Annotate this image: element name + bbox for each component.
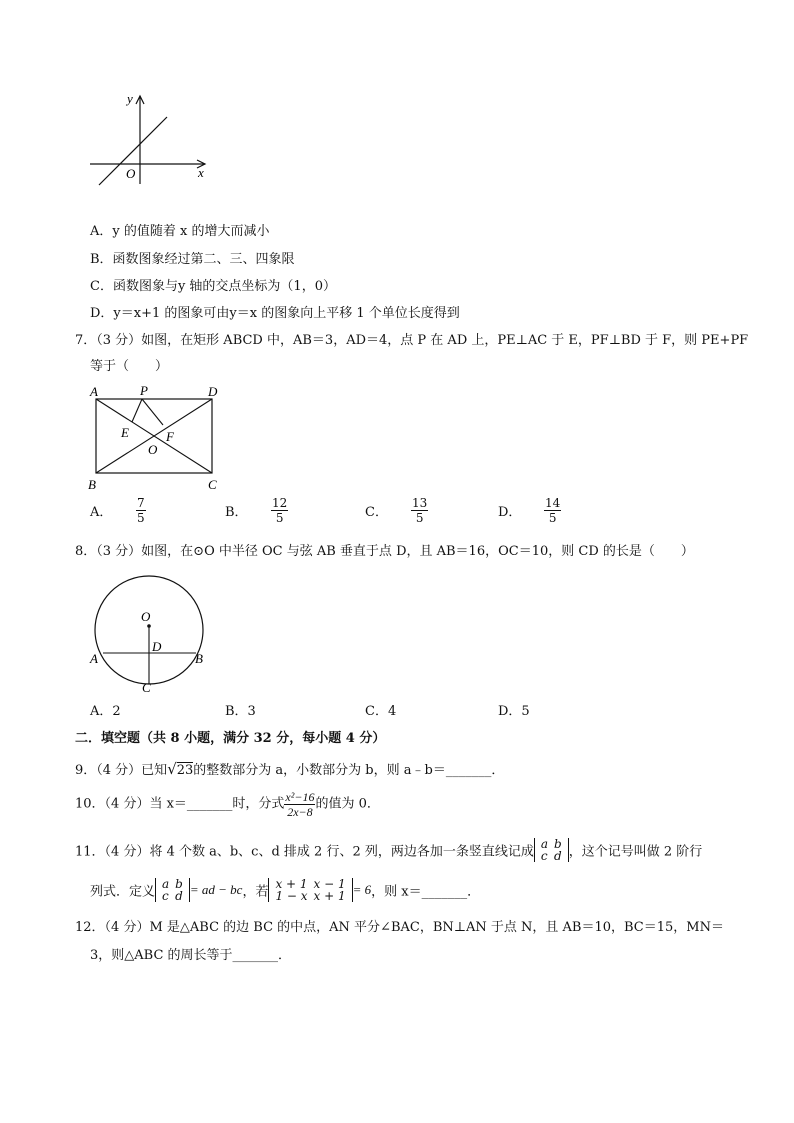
label-e: E [121, 425, 129, 440]
rectangle-figure [85, 383, 225, 493]
q7-stem-line1: 7．（3 分）如图，在矩形 ABCD 中，AB＝3，AD＝4，点 P 在 AD 上，PE⊥AC 于 E，PF⊥BD 于 F，则 PE+PF [75, 333, 749, 348]
label-a: A [90, 651, 98, 666]
q11-line2 [90, 878, 480, 902]
q10 [75, 790, 380, 819]
det-a: a [540, 837, 549, 851]
fraction [411, 496, 428, 525]
label-b: B [195, 651, 203, 666]
option-letter: B． [225, 505, 248, 520]
definition-rhs: = ad − bc [189, 882, 243, 897]
det-bottom-right: x + 1 [313, 889, 346, 903]
q11-line1-post: ，这个记号叫做 2 阶行 [568, 844, 703, 860]
q11-line2-pre: 列式．定义 [90, 884, 156, 900]
label-p: P [140, 383, 148, 398]
q7-option-d [498, 496, 561, 525]
q7-stem-line2: 等于（ ） [90, 359, 169, 374]
det-d: d [175, 889, 183, 903]
q8-option-b: B．3 [225, 704, 256, 719]
q8-option-a: A．2 [90, 704, 121, 719]
label-o: O [148, 442, 158, 457]
section-heading: 二．填空题（共 8 小题，满分 32 分，每小题 4 分） [75, 731, 386, 746]
y-axis-label: y [127, 91, 133, 106]
det-c: c [540, 849, 548, 863]
q7-option-c [365, 496, 428, 525]
det-a: a [162, 877, 170, 891]
label-a: A [90, 384, 98, 399]
label-d: D [152, 639, 162, 654]
denominator: 2x−8 [287, 805, 313, 819]
det-d: d [554, 849, 562, 863]
det-top-right: x − 1 [313, 877, 346, 891]
determinant-definition [155, 878, 190, 902]
option-letter: C． [365, 505, 388, 520]
label-c: C [208, 477, 217, 492]
q6-option-a: A．y 的值随着 x 的增大而减小 [90, 224, 270, 239]
origin-label: O [126, 166, 136, 181]
numerator: 7 [137, 496, 145, 510]
q9-post: 的整数部分为 a，小数部分为 b，则 a﹣b＝_______． [193, 763, 505, 778]
denominator: 5 [137, 511, 145, 525]
fraction [271, 496, 288, 525]
numerator: 12 [272, 496, 288, 510]
circle-figure [85, 574, 215, 700]
label-c: C [142, 680, 151, 695]
det-c: c [162, 889, 169, 903]
q11-mid: ，若 [242, 884, 269, 900]
q10-post: 的值为 0． [315, 796, 380, 812]
q6-option-b: B．函数图象经过第二、三、四象限 [90, 252, 295, 267]
q10-pre: 10．（4 分）当 x＝_______时，分式 [75, 796, 285, 812]
label-f: F [166, 429, 174, 444]
q12-line2: 3，则△ABC 的周长等于_______． [90, 948, 292, 963]
q8-stem: 8．（3 分）如图，在⊙O 中半径 OC 与弦 AB 垂直于点 D，且 AB＝16，OC＝10，则 CD 的长是（ ） [75, 544, 694, 559]
denominator: 5 [415, 511, 424, 525]
segment-pe [132, 399, 142, 422]
sqrt-sign: √ [167, 760, 177, 778]
q6-option-c: C．函数图象与y 轴的交点坐标为（1，0） [90, 279, 336, 294]
q11-line1-pre: 11．（4 分）将 4 个数 a、b、c、d 排成 2 行、2 列，两边各加一条竖直线记成 [75, 844, 534, 860]
radicand: 23 [176, 763, 194, 778]
numerator: x²−16 [285, 790, 315, 804]
determinant-notation [534, 838, 569, 862]
q7-option-a [90, 496, 146, 525]
q12-line1: 12．（4 分）M 是△ABC 的边 BC 的中点，AN 平分∠BAC，BN⊥AN 于点 N，且 AB＝10，BC＝15，MN＝ [75, 920, 724, 935]
det-b: b [554, 837, 562, 851]
option-letter: A． [90, 505, 113, 520]
det-bottom-left: 1 − x [275, 889, 308, 903]
q10-fraction [284, 790, 315, 819]
equation-rhs: = 6 [352, 882, 372, 897]
q9 [75, 759, 504, 781]
q6-option-d: D．y＝x+1 的图象可由y＝x 的图象向上平移 1 个单位长度得到 [90, 306, 460, 321]
q9-pre: 9．（4 分）已知 [75, 763, 168, 778]
fraction [136, 496, 146, 525]
fraction [544, 496, 561, 525]
numerator: 13 [412, 496, 428, 510]
label-o: O [141, 609, 151, 624]
denominator: 5 [548, 511, 557, 525]
q11-line1 [75, 838, 702, 862]
denominator: 5 [275, 511, 284, 525]
linear-function-graph [85, 88, 215, 188]
determinant-equation [268, 878, 352, 902]
x-axis-label: x [198, 165, 204, 180]
segment-pf [142, 399, 163, 425]
label-b: B [88, 477, 96, 492]
q11-line2-post: ，则 x＝_______． [371, 884, 481, 900]
q7-option-b [225, 496, 288, 525]
numerator: 14 [545, 496, 561, 510]
q8-option-d: D．5 [498, 704, 530, 719]
q8-option-c: C．4 [365, 704, 397, 719]
label-d: D [208, 384, 218, 399]
option-letter: D． [498, 505, 522, 520]
det-top-left: x + 1 [275, 877, 308, 891]
det-b: b [175, 877, 183, 891]
